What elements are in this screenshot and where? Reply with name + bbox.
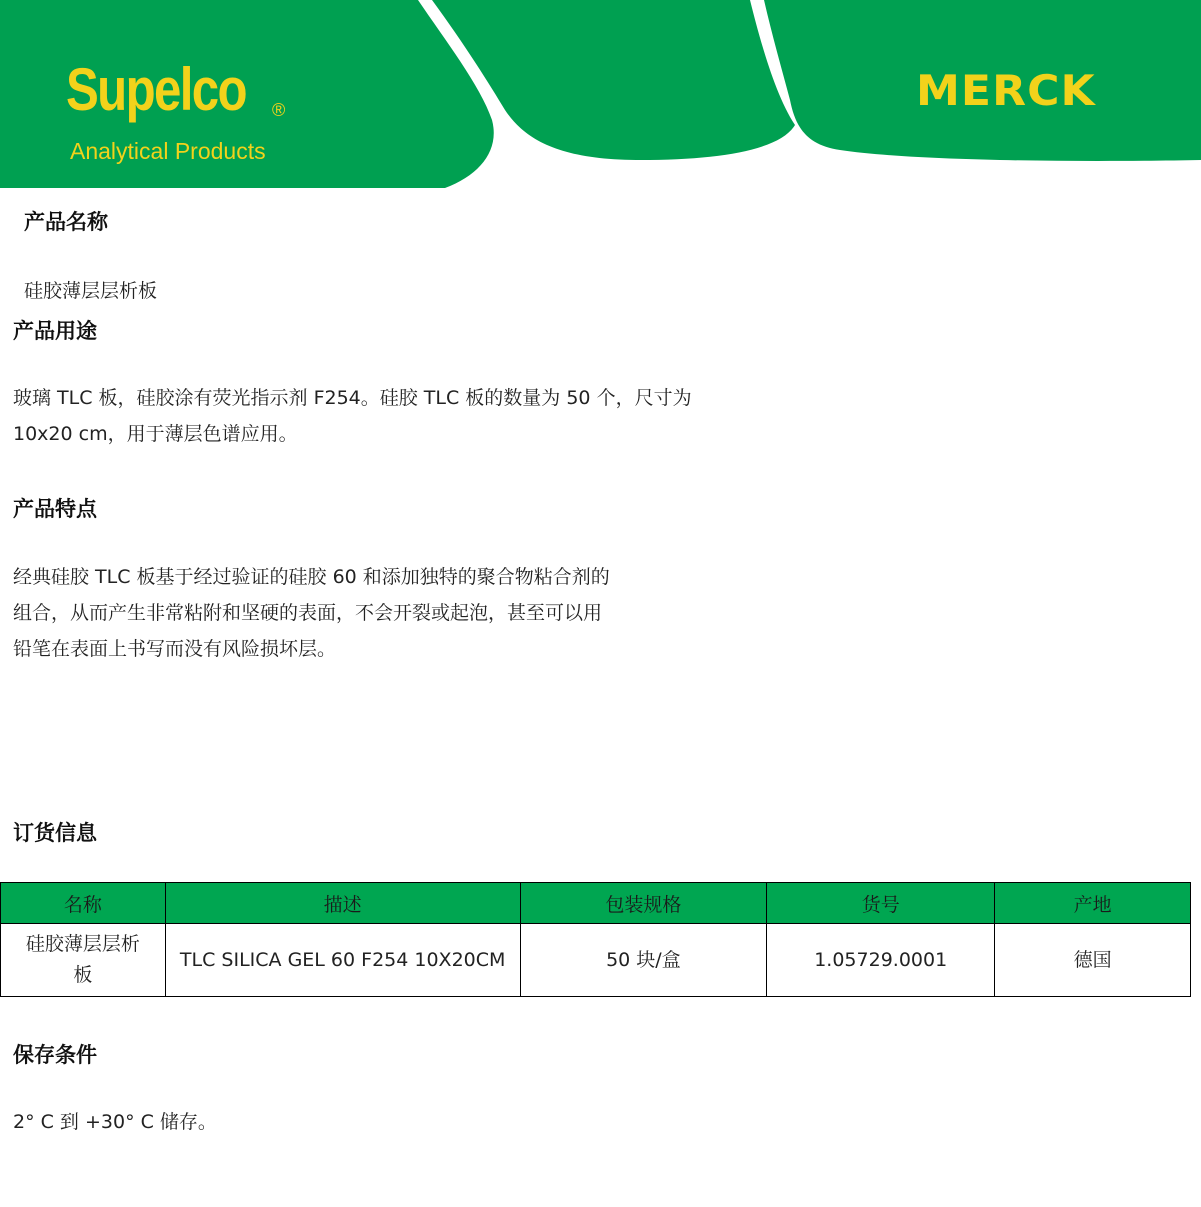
storage-text: 2° C 到 +30° C 储存。 bbox=[13, 1111, 217, 1133]
cell-name-line-1: 硅胶薄层层析 bbox=[25, 933, 140, 955]
column-header-catalog-no: 货号 bbox=[767, 883, 995, 924]
product-features-line-1: 经典硅胶 TLC 板基于经过验证的硅胶 60 和添加独特的聚合物粘合剂的 bbox=[13, 566, 610, 588]
product-features-line-3: 铅笔在表面上书写而没有风险损坏层。 bbox=[13, 638, 337, 660]
cell-description: TLC SILICA GEL 60 F254 10X20CM bbox=[165, 924, 520, 997]
product-name-text: 硅胶薄层层析板 bbox=[24, 280, 158, 302]
supelco-tagline: Analytical Products bbox=[70, 138, 266, 164]
product-name-heading: 产品名称 bbox=[24, 210, 108, 234]
column-header-origin: 产地 bbox=[995, 883, 1191, 924]
column-header-name: 名称 bbox=[1, 883, 166, 924]
cell-catalog-no: 1.05729.0001 bbox=[767, 924, 995, 997]
product-features-heading: 产品特点 bbox=[13, 497, 97, 521]
product-use-heading: 产品用途 bbox=[13, 319, 97, 343]
registered-mark: ® bbox=[272, 100, 286, 120]
column-header-description: 描述 bbox=[165, 883, 520, 924]
cell-origin: 德国 bbox=[995, 924, 1191, 997]
cell-name-line-2: 板 bbox=[73, 964, 93, 986]
product-use-line-2: 10x20 cm，用于薄层色谱应用。 bbox=[13, 423, 298, 445]
cell-name bbox=[1, 924, 166, 997]
order-table bbox=[0, 882, 1191, 997]
order-table-header-row bbox=[1, 883, 1191, 924]
ordering-info-heading: 订货信息 bbox=[13, 821, 97, 845]
cell-package: 50 块/盒 bbox=[520, 924, 767, 997]
table-row bbox=[1, 924, 1191, 997]
product-use-line-1: 玻璃 TLC 板，硅胶涂有荧光指示剂 F254。硅胶 TLC 板的数量为 50 个，尺寸为 bbox=[13, 387, 692, 409]
storage-heading: 保存条件 bbox=[13, 1043, 97, 1067]
supelco-logo-wordmark: Supelco bbox=[66, 56, 246, 123]
product-features-line-2: 组合，从而产生非常粘附和坚硬的表面，不会开裂或起泡，甚至可以用 bbox=[13, 602, 603, 624]
header-banner bbox=[0, 0, 1201, 190]
merck-logo: MERCK bbox=[916, 66, 1096, 115]
column-header-package: 包装规格 bbox=[520, 883, 767, 924]
